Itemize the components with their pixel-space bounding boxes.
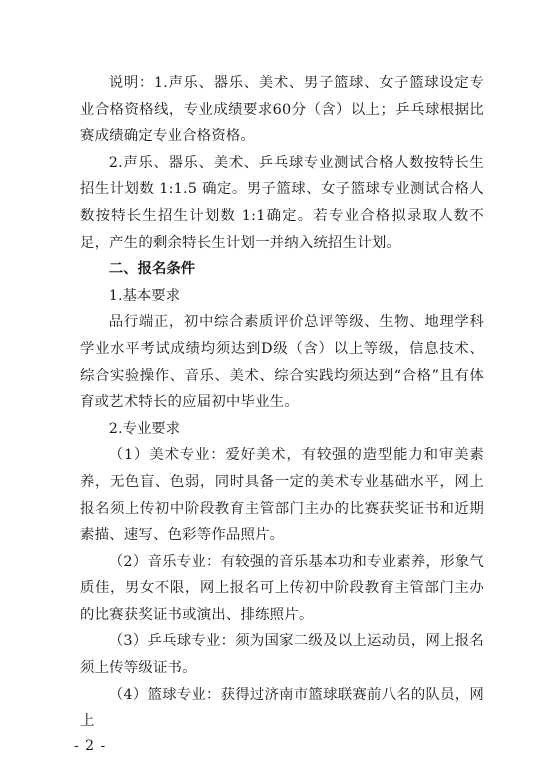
page-number: - 2 -	[74, 738, 107, 754]
req-art: （1）美术专业：爱好美术，有较强的造型能力和审美素养，无色盲、色弱，同时具备一定的美术专业基础水平，网上报名须上传初中阶段教育主管部门主办的比赛获奖证书和近期素描、速写、色彩等作品照片。	[80, 447, 484, 544]
note-1: 说明：1.声乐、器乐、美术、男子篮球、女子篮球设定专业合格资格线，专业成绩要求60分（含）以上；乒乓球根据比赛成绩确定专业合格资格。	[80, 75, 484, 145]
req-table-tennis: （3）乒乓球专业：须为国家二级及以上运动员，网上报名须上传等级证书。	[80, 633, 484, 677]
basic-requirements: 品行端正，初中综合素质评价总评等级、生物、地理学科学业水平考试成绩均须达到D级（含）以上等级，信息技术、综合实验操作、音乐、美术、综合实践均须达到“合格”且有体育或艺术特长的应届初中毕业生。	[80, 314, 484, 411]
section-heading-registration: 二、报名条件	[108, 261, 196, 278]
req-basketball: （4）篮球专业：获得过济南市篮球联赛前八名的队员，网上	[80, 686, 484, 730]
subheading-professional: 2.专业要求	[108, 420, 181, 437]
req-music: （2）音乐专业：有较强的音乐基本功和专业素养，形象气质佳，男女不限，网上报名可上传初中阶段教育主管部门主办的比赛获奖证书或演出、排练照片。	[80, 553, 484, 623]
subheading-basic: 1.基本要求	[108, 287, 181, 304]
document-body	[80, 70, 484, 735]
note-2: 2.声乐、器乐、美术、乒乓球专业测试合格人数按特长生招生计划数 1:1.5 确定。男子篮球、女子篮球专业测试合格人数按特长生招生计划数 1:1确定。若专业合格拟录取人数不足，产生的剩余特长生计划一并纳入统招生计划。	[80, 154, 484, 251]
